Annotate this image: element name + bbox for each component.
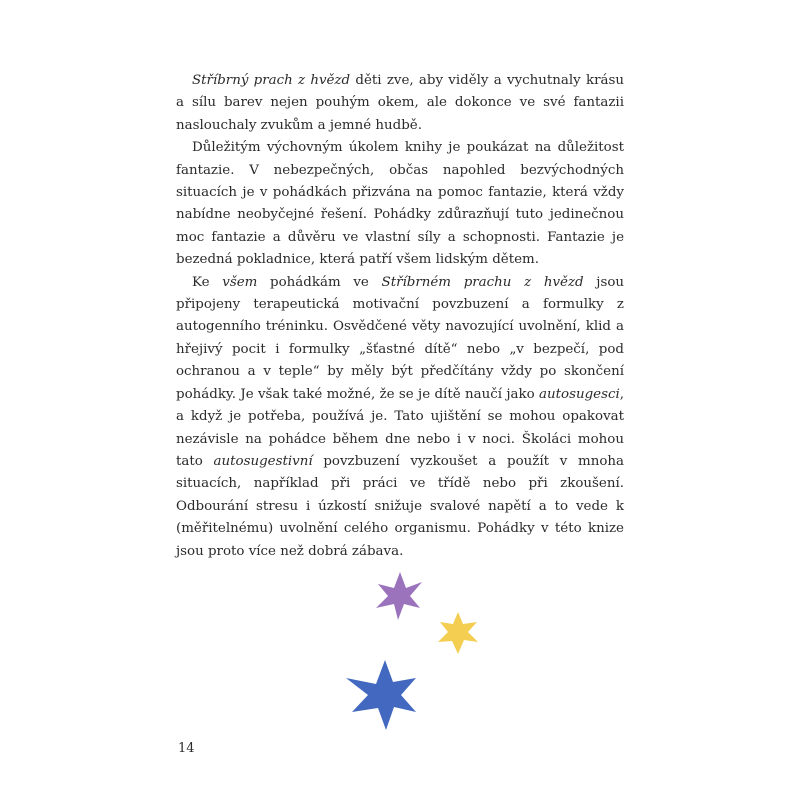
- paragraph-3-italic-2: Stříbrném prachu z hvězd: [381, 274, 584, 290]
- paragraph-3-text-2: pohádkám ve: [257, 274, 382, 290]
- stars-illustration: [330, 560, 500, 740]
- paragraph-2: Důležitým výchovným úkolem knihy je poukázat na důležitost fantazie. V nebezpečných, občas napohled bezvýchodných situacích je v pohádkách přizvána na pomoc fantazie, která vždy nabídne neobyčejné řešení. Pohádky zdůrazňují tuto jedinečnou moc fantazie a důvěru ve vlastní síly a schopnosti. Fantazie je bezedná pokladnice, která patří všem lidským dětem.: [176, 140, 624, 268]
- page-number: 14: [178, 741, 195, 756]
- paragraph-3-text-1: Ke: [192, 274, 223, 290]
- paragraph-1: [176, 70, 624, 137]
- paragraph-3-text-5: povzbuzení vyzkoušet a použít v mnoha situacích, například při práci ve třídě nebo při zkoušení. Odbourání stresu i úzkostí snižuje svalové napětí a to vede k (měřitelnému) uvolnění celého organismu. Pohádky v této knize jsou proto více než dobrá zábava.: [176, 453, 624, 559]
- paragraph-3: [176, 272, 624, 563]
- paragraph-3-text-3: jsou připojeny terapeutická motivační povzbuzení a formulky z autogenního tréninku. Osvědčené věty navozující uvolnění, klid a hřejivý pocit i formulky „šťastné dítě“ nebo „v bezpečí, pod ochranou a v teple“ by měly být předčítány vždy po skončení pohádky. Je však také možné, že se je dítě naučí jako: [176, 274, 625, 402]
- paragraph-1-text: děti zve, aby viděly a vychutnaly krásu a sílu barev nejen pouhým okem, ale dokonce ve své fantazii naslouchaly zvukům a jemné hudbě.: [176, 73, 625, 133]
- book-title-italic: Stříbrný prach z hvězd: [192, 73, 351, 88]
- purple-star-icon: [376, 572, 422, 620]
- blue-star-icon: [346, 660, 416, 730]
- paragraph-3-italic-3: autosugesci: [539, 386, 620, 402]
- yellow-star-icon: [438, 612, 478, 654]
- paragraph-3-text-4: , a když je potřeba, používá je. Tato ujištění se mohou opakovat nezávisle na pohádce během dne nebo i v noci. Školáci mohou tato: [176, 386, 624, 469]
- body-text: [176, 70, 624, 563]
- paragraph-3-italic-4: autosugestivní: [213, 453, 313, 469]
- paragraph-3-italic-1: všem: [222, 274, 258, 290]
